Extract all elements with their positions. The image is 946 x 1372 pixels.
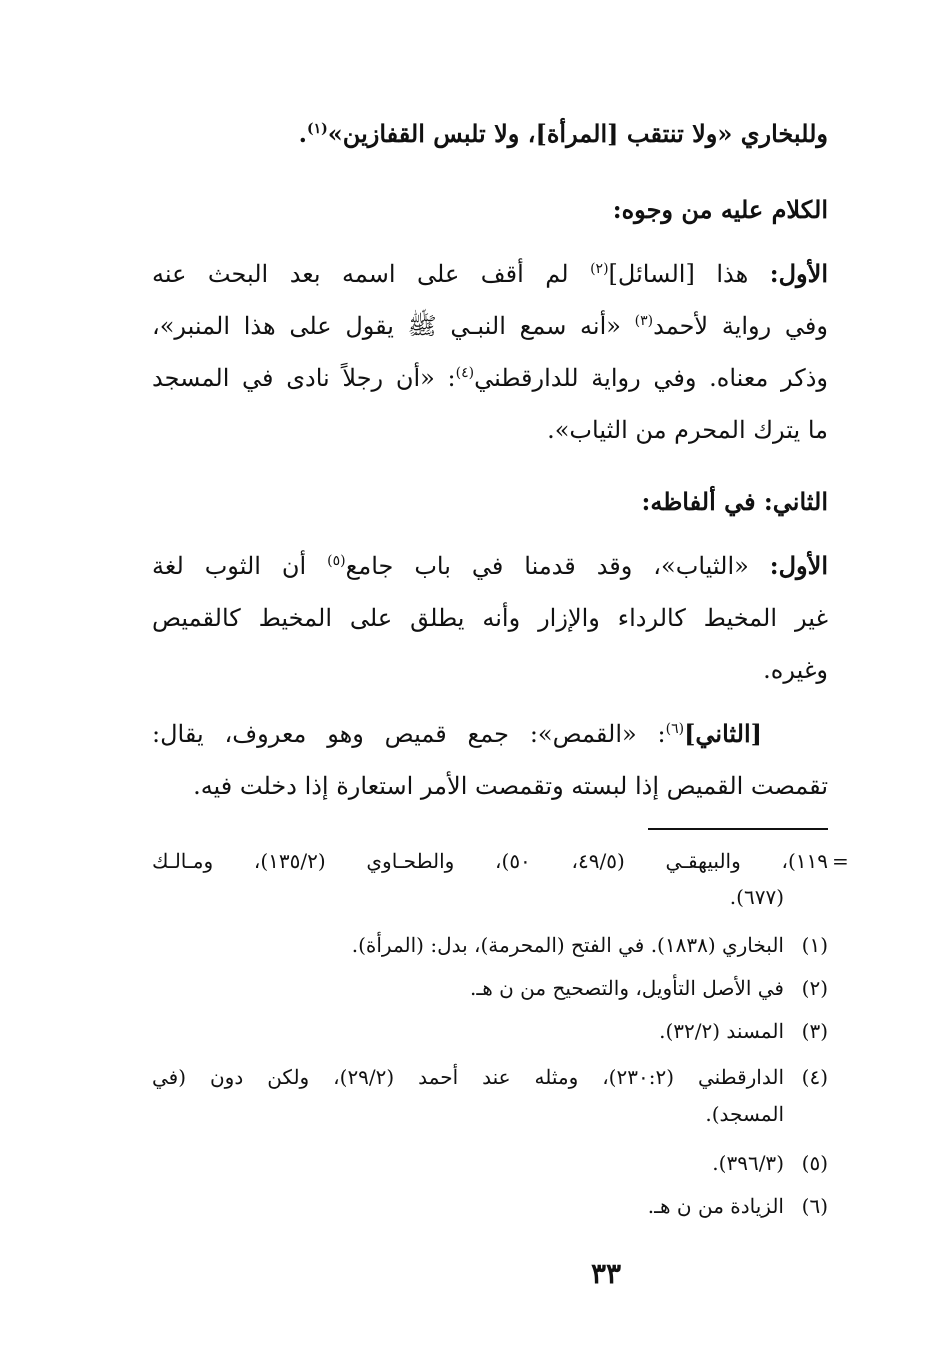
para1-label: الأول: bbox=[769, 259, 828, 288]
footnote-number: (١) bbox=[801, 933, 828, 957]
footnote-number: (٤) bbox=[801, 1065, 828, 1089]
footnote-text: المسند (٣٢/٢). bbox=[659, 1019, 784, 1043]
para2-line1-a: «الثياب»، وقد قدمنا في باب جامع bbox=[345, 552, 749, 580]
footnote-5 bbox=[152, 1145, 828, 1181]
footnote-text: في الأصل التأويل، والتصحيح من ن هـ. bbox=[469, 976, 784, 1000]
footnote-ref-5: (٥) bbox=[327, 553, 346, 569]
para2-line1 bbox=[152, 542, 828, 590]
para1-line3-b: : «أن رجلاً نادى في المسجد bbox=[152, 364, 456, 392]
footnote-ref-6: (٦) bbox=[665, 721, 685, 737]
para1-line2 bbox=[152, 302, 828, 350]
footnote-continuation-line2: (٦٧٧). bbox=[729, 885, 784, 909]
para3-label: [الثاني] bbox=[684, 719, 762, 748]
footnote-number: (٥) bbox=[801, 1151, 828, 1175]
para2-line2: غير المخيط كالرداء والإزار وأنه يطلق على المخيط كالقميص bbox=[152, 604, 828, 632]
footnote-4 bbox=[152, 1059, 828, 1095]
footnote-ref-2: (٢) bbox=[590, 261, 609, 277]
para1-line3-a: وذكر معناه. وفي رواية للدارقطني bbox=[474, 364, 828, 392]
para2-line3: وغيره. bbox=[763, 656, 828, 684]
footnote-2 bbox=[152, 970, 828, 1006]
para3-line1-text: : «القمص»: جمع قميص وهو معروف، يقال: bbox=[152, 720, 666, 748]
bukhari-line-text: وللبخاري «ولا تنتقب [المرأة]، ولا تلبس القفازين» bbox=[327, 119, 828, 148]
para1-line2-b: «أنه سمع النبـي ﷺ يقول على هذا المنبر»، bbox=[152, 312, 621, 340]
para1-line3 bbox=[152, 354, 828, 402]
para2-label: الأول: bbox=[769, 551, 828, 580]
footnote-number: (٢) bbox=[801, 976, 828, 1000]
footnote-ref-3: (٣) bbox=[634, 313, 654, 329]
para1-line4: ما يترك المحرم من الثياب». bbox=[547, 416, 828, 444]
second-heading bbox=[152, 478, 828, 526]
footnote-text: الزيادة من ن هـ. bbox=[647, 1194, 784, 1218]
bukhari-line-end: . bbox=[298, 119, 308, 148]
footnote-continuation-line1: ١١٩)، والبيهقـي (٤٩/٥، ٥٠)، والطحـاوي (١٣٥/٢)، ومـالـك bbox=[152, 849, 828, 873]
page-number: ٣٣ bbox=[590, 1257, 622, 1290]
para3-line2: تقمصت القميص إذا لبسته وتقمصت الأمر استعارة إذا دخلت فيه. bbox=[193, 772, 828, 800]
para1-line1-a: هذا [السائل] bbox=[608, 260, 749, 288]
footnote-separator bbox=[648, 828, 828, 830]
footnote-number: (٦) bbox=[801, 1194, 828, 1218]
page-content bbox=[152, 0, 828, 1372]
para1-line1 bbox=[152, 250, 828, 298]
para1-line1-b: لم أقف على اسمه بعد البحث عنه bbox=[152, 260, 569, 288]
para2-line1-b: أن الثوب لغة bbox=[152, 552, 307, 580]
footnote-3 bbox=[152, 1013, 828, 1049]
footnote-1 bbox=[152, 927, 828, 963]
bukhari-line bbox=[152, 110, 828, 158]
para3-line1 bbox=[152, 710, 828, 758]
para1-line2-a: وفي رواية لأحمد bbox=[653, 312, 828, 340]
footnote-ref-1: (١) bbox=[307, 121, 328, 137]
footnote-4-continuation: المسجد). bbox=[705, 1102, 784, 1126]
section-heading: الكلام عليه من وجوه: bbox=[612, 195, 828, 224]
footnote-number: (٣) bbox=[801, 1019, 828, 1043]
footnote-ref-4: (٤) bbox=[455, 365, 475, 381]
footnote-continuation-mark: = bbox=[832, 849, 849, 873]
second-heading-text: الثاني: في ألفاظه: bbox=[641, 487, 828, 516]
footnote-text: الدارقطني (٢٣٠:٢)، ومثله عند أحمد (٢٩/٢)، ولكن دون (في bbox=[152, 1065, 784, 1089]
footnote-text: (٣٩٦/٣). bbox=[712, 1151, 784, 1175]
footnote-6 bbox=[152, 1188, 828, 1224]
footnote-text: البخاري (١٨٣٨). في الفتح (المحرمة)، بدل: (المرأة). bbox=[351, 933, 784, 957]
